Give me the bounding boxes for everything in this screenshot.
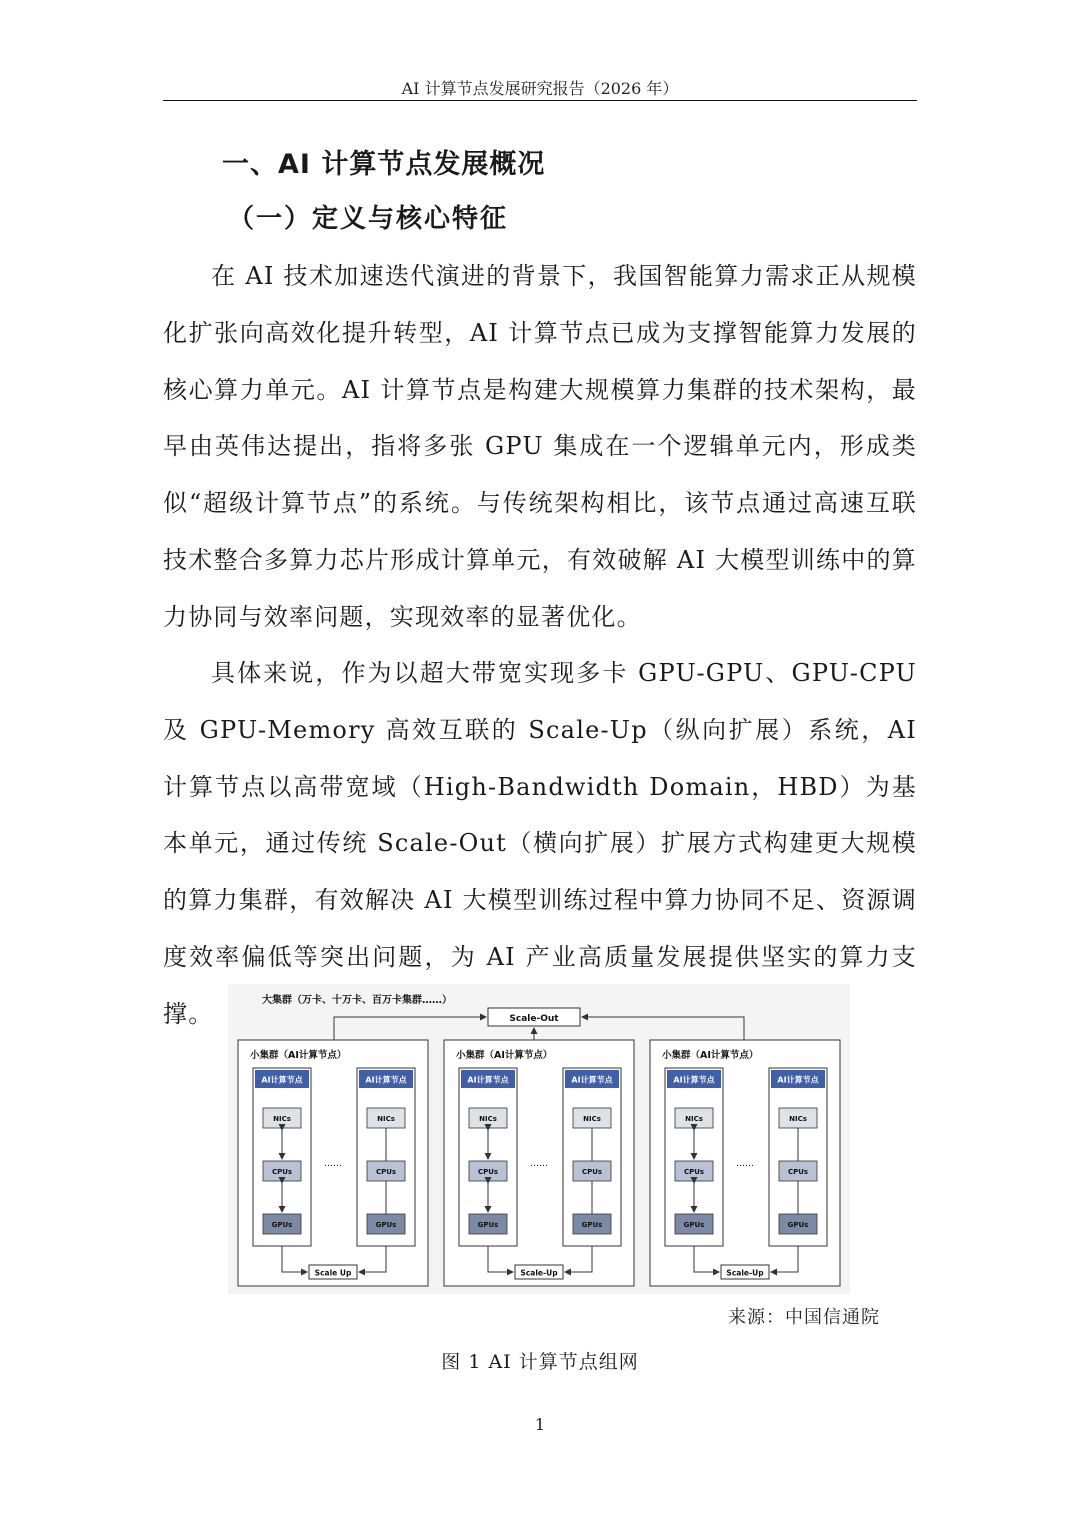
cpus-label: CPUs [271,1168,293,1176]
figure-source: 来源：中国信通院 [728,1307,880,1328]
running-header: AI 计算节点发展研究报告（2026 年） [401,79,679,98]
figure-caption: 图 1 AI 计算节点组网 [441,1351,639,1373]
node-ellipsis: …… [736,1159,754,1169]
paragraph-details: 具体来说，作为以超大带宽实现多卡 GPU-GPU、GPU-CPU 及 GPU-Memory 高效互联的 Scale-Up（纵向扩展）系统，AI 计算节点以高带宽域（High-Bandwidth Domain，HBD）为基本单元，通过传统 Scale-Out（横向扩展）扩展方式构建更大规模的算力集群，有效解决 AI 大模型训练过程中算力协同不足、资源调度效率偏低等突出问题，为 AI 产业高质量发展提供坚实的算力支撑。 [163,659,917,1028]
nics-label: NICs [377,1115,395,1123]
nics-label: NICs [479,1115,497,1123]
paragraph-definition: 在 AI 技术加速迭代演进的背景下，我国智能算力需求正从规模化扩张向高效化提升转型，AI 计算节点已成为支撑智能算力发展的核心算力单元。AI 计算节点是构建大规模算力集群的技术架构，最早由英伟达提出，指将多张 GPU 集成在一个逻辑单元内，形成类似“超级计算节点”的系统。与传统架构相比，该节点通过高速互联技术整合多算力芯片形成计算单元，有效破解 AI 大模型训练中的算力协同与效率问题，实现效率的显著优化。 [163,262,917,631]
section-title: 一、AI 计算节点发展概况 [222,149,546,180]
gpus-label: GPUs [271,1221,293,1229]
scale-up-label: Scale Up [314,1268,352,1278]
gpus-label: GPUs [787,1221,809,1229]
network-diagram [228,984,850,1294]
small-cluster-title: 小集群（AI计算节点） [250,1050,347,1061]
scale-out-link-right [582,1017,744,1040]
cluster-group [238,1040,840,1286]
compute-node-label: AI计算节点 [261,1075,303,1085]
cpus-label: CPUs [787,1168,809,1176]
compute-node-label: AI计算节点 [571,1075,613,1085]
cpus-label: CPUs [683,1168,705,1176]
gpus-label: GPUs [581,1221,603,1229]
nics-label: NICs [685,1115,703,1123]
nics-label: NICs [583,1115,601,1123]
scale-up-label: Scale-Up [726,1268,764,1278]
node-ellipsis: …… [530,1159,548,1169]
scale-out-link-left [334,1017,486,1040]
gpus-label: GPUs [477,1221,499,1229]
section-subtitle: （一）定义与核心特征 [228,204,509,234]
node-ellipsis: …… [324,1159,342,1169]
compute-node-label: AI计算节点 [467,1075,509,1085]
header-rule [163,100,917,101]
cpus-label: CPUs [375,1168,397,1176]
cpus-label: CPUs [581,1168,603,1176]
cpus-label: CPUs [477,1168,499,1176]
compute-node-label: AI计算节点 [777,1075,819,1085]
compute-node-label: AI计算节点 [365,1075,407,1085]
page-number: 1 [534,1415,546,1434]
gpus-label: GPUs [683,1221,705,1229]
big-cluster-label: 大集群（万卡、十万卡、百万卡集群……） [262,995,452,1006]
small-cluster-title: 小集群（AI计算节点） [456,1050,553,1061]
network-diagram-svg [228,984,850,1294]
small-cluster-title: 小集群（AI计算节点） [662,1050,759,1061]
scale-out-label: Scale-Out [509,1014,559,1024]
nics-label: NICs [273,1115,291,1123]
compute-node-label: AI计算节点 [673,1075,715,1085]
scale-up-label: Scale-Up [520,1268,558,1278]
nics-label: NICs [789,1115,807,1123]
gpus-label: GPUs [375,1221,397,1229]
